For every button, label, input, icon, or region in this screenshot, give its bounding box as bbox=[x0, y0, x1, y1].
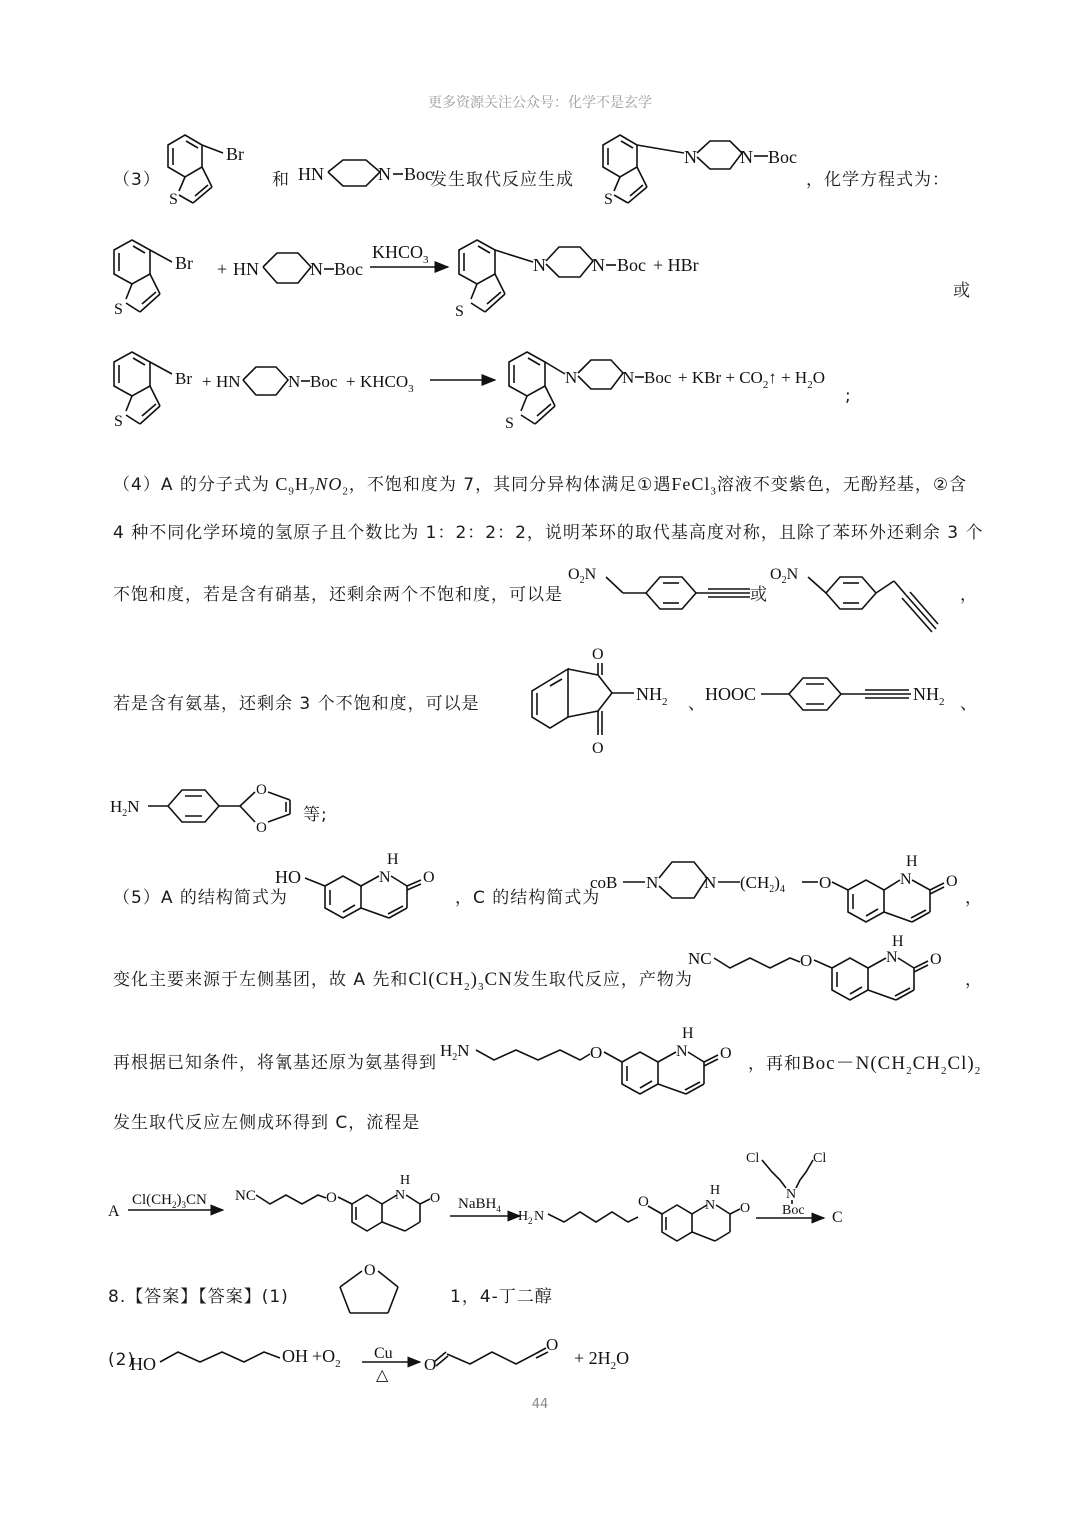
s4-line5-end: 等; bbox=[303, 805, 328, 825]
svg-text:O: O bbox=[256, 782, 267, 798]
svg-text:N: N bbox=[646, 873, 659, 892]
svg-text:△: △ bbox=[376, 1367, 389, 1384]
s5-line1-b: ，C 的结构简式为 bbox=[455, 888, 601, 908]
isomer-amino-hooc bbox=[705, 678, 945, 710]
compound-A-structure bbox=[275, 851, 435, 918]
svg-text:N: N bbox=[900, 871, 912, 888]
s5-line1-a: （5）A 的结构简式为 bbox=[113, 888, 288, 908]
page-header: 更多资源关注公众号：化学不是玄学 bbox=[428, 95, 652, 111]
s3-semicolon: ; bbox=[845, 386, 852, 406]
isomer-nitro-1 bbox=[568, 566, 750, 609]
s5-line4: 发生取代反应左侧成环得到 C，流程是 bbox=[113, 1113, 421, 1133]
s4-sep1: 、 bbox=[688, 694, 706, 714]
s3-and: 和 bbox=[272, 170, 290, 190]
intermediate-nitrile bbox=[688, 933, 942, 1000]
s5-line2: 变化主要来源于左侧基团，故 A 先和$Cl(CH_2)_3CN$发生取代反应，产物为 bbox=[113, 969, 693, 993]
svg-text:O: O bbox=[590, 1043, 603, 1062]
isomer-nitro-2 bbox=[770, 566, 938, 632]
svg-text:Br: Br bbox=[226, 144, 244, 164]
s5-line3-a: 再根据已知条件，将氰基还原为氨基得到 bbox=[113, 1053, 437, 1073]
oxidation-equation bbox=[130, 1335, 629, 1384]
svg-text:O: O bbox=[819, 873, 832, 892]
svg-text:N: N bbox=[622, 368, 635, 387]
isomer-amino-indanedione bbox=[532, 646, 668, 757]
svg-text:O: O bbox=[430, 1191, 441, 1206]
svg-text:H: H bbox=[906, 853, 918, 870]
product-benzothiophene-piperazine-1 bbox=[603, 135, 797, 208]
svg-text:Cl: Cl bbox=[746, 1151, 760, 1166]
svg-text:O: O bbox=[800, 951, 813, 970]
flow-scheme bbox=[108, 1151, 843, 1241]
svg-text:O: O bbox=[638, 1194, 649, 1210]
svg-text:O2N: $O_2N$ bbox=[568, 566, 597, 586]
svg-text:S: S bbox=[114, 301, 123, 318]
svg-text:Br: Br bbox=[175, 369, 192, 388]
svg-text:Boc: Boc bbox=[768, 147, 797, 167]
svg-text:Boc: Boc bbox=[617, 255, 646, 275]
svg-text:A: A bbox=[108, 1203, 120, 1220]
s4-line1: （4）A 的分子式为 $C_9H_7NO_2$，不饱和度为 7，其同分异构体满足①遇FeCl$_3$溶液不变紫色，无酚羟基，②含 bbox=[113, 474, 968, 498]
svg-text:N: N bbox=[533, 255, 546, 275]
boc-piperazine-1 bbox=[298, 160, 433, 186]
svg-text:N: N bbox=[565, 368, 578, 387]
intermediate-amine bbox=[440, 1025, 732, 1094]
q8-name: 1，4-丁二醇 bbox=[450, 1287, 553, 1307]
svg-text:S: S bbox=[455, 303, 464, 320]
svg-text:N: N bbox=[684, 147, 697, 167]
svg-text:O: O bbox=[546, 1335, 559, 1354]
page-number: 44 bbox=[531, 1397, 549, 1412]
equation-1 bbox=[114, 240, 699, 320]
svg-text:H: H bbox=[400, 1173, 411, 1188]
s4-line3-end: ， bbox=[960, 585, 978, 605]
q8-p2: (2) bbox=[108, 1350, 136, 1370]
svg-text:HO: HO bbox=[130, 1354, 156, 1374]
benzothiophene-bromo-1 bbox=[168, 135, 244, 208]
svg-text:H: H bbox=[387, 851, 399, 868]
s4-line3: 不饱和度，若是含有硝基，还剩余两个不饱和度，可以是 bbox=[113, 585, 563, 605]
svg-text:N: N bbox=[379, 869, 391, 886]
s5-line2-end: ， bbox=[965, 970, 983, 990]
svg-text:N: N bbox=[310, 259, 323, 279]
svg-text:O: O bbox=[364, 1262, 376, 1279]
svg-text:H: H bbox=[682, 1025, 694, 1042]
svg-text:+ HBr: + HBr bbox=[653, 255, 699, 275]
thf-structure bbox=[340, 1262, 398, 1313]
svg-text:HN: HN bbox=[233, 259, 259, 279]
s4-sep2: 、 bbox=[960, 694, 978, 714]
svg-text:NC: NC bbox=[688, 949, 712, 968]
q8-label: 8.【答案】【答案】(1) bbox=[108, 1287, 289, 1307]
s3-mid: 发生取代反应生成 bbox=[430, 170, 574, 190]
svg-text:OH: OH bbox=[282, 1346, 308, 1366]
s4-line2: 4 种不同化学环境的氢原子且个数比为 1：2：2：2，说明苯环的取代基高度对称，且除了苯环外还剩余 3 个 bbox=[113, 523, 984, 543]
svg-text:S: S bbox=[505, 415, 514, 432]
isomer-amino-dioxole bbox=[110, 782, 290, 836]
svg-text:O: O bbox=[424, 1355, 437, 1374]
svg-text:H: H bbox=[518, 1209, 529, 1224]
svg-text:O: O bbox=[256, 820, 267, 836]
svg-text:NC: NC bbox=[235, 1188, 256, 1204]
svg-text:N: N bbox=[676, 1043, 688, 1060]
svg-text:2: 2 bbox=[528, 1216, 533, 1226]
svg-text:S: S bbox=[604, 191, 613, 208]
svg-text:+: + bbox=[202, 372, 212, 391]
svg-text:O2N: $O_2N$ bbox=[770, 566, 799, 586]
svg-text:HO: HO bbox=[275, 867, 301, 887]
svg-text:N: N bbox=[592, 255, 605, 275]
svg-text:O: O bbox=[326, 1190, 337, 1206]
svg-text:NH2: $NH_2$ bbox=[636, 684, 668, 708]
svg-text:N: N bbox=[288, 372, 301, 391]
svg-text:N: N bbox=[740, 147, 753, 167]
s4-line4: 若是含有氨基，还剩余 3 个不饱和度，可以是 bbox=[113, 694, 480, 714]
svg-text:+: + bbox=[217, 259, 228, 279]
compound-C-structure bbox=[590, 853, 958, 922]
svg-text:Boc: Boc bbox=[334, 259, 363, 279]
svg-text:O: O bbox=[930, 951, 942, 968]
svg-text:HN: HN bbox=[216, 372, 241, 391]
svg-text:(CH2)4: $(CH_2)_4$ bbox=[740, 873, 785, 895]
svg-text:HN: HN bbox=[298, 164, 324, 184]
svg-text:O: O bbox=[592, 646, 604, 663]
svg-text:C: C bbox=[832, 1209, 843, 1226]
s4-line3-or: 或 bbox=[750, 585, 768, 605]
svg-text:KHCO3: $KHCO_3$ bbox=[372, 242, 429, 266]
s3-lead: （3） bbox=[113, 170, 161, 190]
svg-text:H: H bbox=[710, 1183, 721, 1198]
equation-2 bbox=[114, 352, 825, 432]
svg-text:N: N bbox=[395, 1188, 406, 1203]
svg-text:Cu: Cu bbox=[374, 1345, 393, 1362]
svg-text:HOOC: HOOC bbox=[705, 684, 757, 704]
svg-text:+ KBr + CO2↑ + H2O: + KBr + $CO_2↑ + H_2O$ bbox=[678, 368, 825, 391]
svg-text:N: N bbox=[534, 1209, 545, 1224]
svg-text:NH2: $NH_2$ bbox=[913, 684, 945, 708]
svg-text:N: N bbox=[886, 949, 898, 966]
svg-text:Boc: Boc bbox=[644, 368, 672, 387]
svg-text:H2N: $H_2N$ bbox=[440, 1041, 470, 1063]
svg-text:S: S bbox=[169, 191, 178, 208]
s3-or: 或 bbox=[953, 281, 971, 301]
svg-text:N: N bbox=[704, 873, 717, 892]
svg-text:S: S bbox=[114, 413, 123, 430]
svg-text:Boc: Boc bbox=[404, 164, 433, 184]
svg-text:O: O bbox=[740, 1201, 751, 1216]
svg-text:O: O bbox=[592, 740, 604, 757]
s3-tail: ，化学方程式为： bbox=[806, 170, 950, 190]
svg-text:N: N bbox=[378, 164, 391, 184]
svg-text:Boc: Boc bbox=[782, 1203, 805, 1218]
svg-text:O: O bbox=[720, 1045, 732, 1062]
svg-text:KHCO3: $KHCO_3$ bbox=[360, 372, 414, 395]
svg-text:N: N bbox=[705, 1198, 716, 1213]
svg-text:Boc: Boc bbox=[310, 372, 338, 391]
svg-text:coB: coB bbox=[590, 873, 618, 892]
svg-text:O: O bbox=[946, 873, 958, 890]
svg-text:NaBH4: NaBH$_4$ bbox=[458, 1196, 501, 1214]
svg-text:O: O bbox=[423, 869, 435, 886]
svg-text:Cl: Cl bbox=[813, 1151, 827, 1166]
svg-text:+O2: $+O_2$ bbox=[312, 1346, 341, 1370]
svg-text:+: + bbox=[346, 372, 356, 391]
svg-text:N: N bbox=[786, 1187, 797, 1202]
s5-line3-b: ，再和$Boc-N(CH_2CH_2Cl)_2$ bbox=[748, 1053, 982, 1077]
svg-text:Br: Br bbox=[175, 253, 193, 273]
svg-text:H2N: $H_2N$ bbox=[110, 797, 140, 819]
s5-line1-end: ， bbox=[965, 888, 983, 908]
svg-text:+ 2H2O: + $2H_2O$ bbox=[574, 1348, 630, 1372]
svg-text:Cl(CH2)3CN: $Cl(CH_2)_3CN$ bbox=[132, 1192, 207, 1210]
svg-text:H: H bbox=[892, 933, 904, 950]
